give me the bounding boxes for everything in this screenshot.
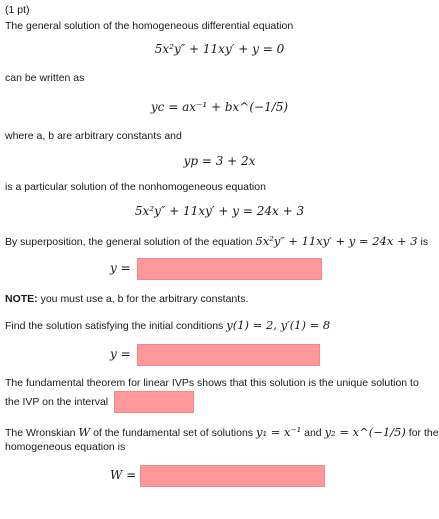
can-be-written-text: can be written as: [5, 72, 85, 84]
y-general-label: y =: [110, 261, 131, 275]
initial-conditions-equation: y(1) = 2, y′(1) = 8: [226, 318, 331, 332]
nonhomogeneous-equation: 5x²y″ + 11xy′ + y = 24x + 3: [134, 204, 305, 218]
initial-conditions-line: [5, 318, 330, 332]
note-line: [5, 293, 248, 305]
wronskian-text-1: The Wronskian: [5, 427, 76, 439]
fundamental-text-1: The fundamental theorem for linear IVPs shows that this solution is the unique solution to: [5, 377, 419, 389]
particular-text: is a particular solution of the nonhomogeneous equation: [5, 181, 266, 193]
superposition-equation: 5x²y″ + 11xy′ + y = 24x + 3: [255, 234, 418, 248]
where-text: where a, b are arbitrary constants and: [5, 130, 182, 142]
wronskian-line: [5, 425, 439, 439]
wronskian-text-3: for the: [408, 427, 439, 439]
wronskian-text-4: homogeneous equation is: [5, 441, 126, 453]
yc-equation: yc = ax⁻¹ + bx^(−1/5): [150, 100, 289, 114]
wronskian-y2: y₂ = x^(−1/5): [324, 425, 406, 439]
superposition-line: [5, 234, 428, 248]
homogeneous-equation: 5x²y″ + 11xy′ + y = 0: [154, 42, 285, 56]
fundamental-text-2: the IVP on the interval: [5, 396, 109, 408]
y-particular-label: y =: [110, 347, 131, 361]
wronskian-input[interactable]: [140, 465, 325, 487]
ivp-solution-input[interactable]: [137, 344, 320, 366]
superposition-is: is: [420, 236, 429, 248]
yp-equation: yp = 3 + 2x: [183, 154, 256, 168]
note-label: NOTE:: [5, 293, 38, 305]
interval-input[interactable]: [114, 391, 194, 413]
points-label: (1 pt): [5, 4, 30, 16]
wronskian-text-2: of the fundamental set of solutions: [93, 427, 254, 439]
wronskian-symbol: W: [78, 425, 91, 439]
wronskian-and: and: [304, 427, 322, 439]
w-label: W =: [110, 468, 137, 482]
wronskian-y1: y₁ = x⁻¹: [255, 425, 302, 439]
general-solution-input[interactable]: [137, 258, 322, 280]
intro-text: The general solution of the homogeneous differential equation: [5, 20, 294, 32]
note-text: you must use a, b for the arbitrary constants.: [40, 293, 249, 305]
initial-conditions-text: Find the solution satisfying the initial conditions: [5, 320, 224, 332]
superposition-text: By superposition, the general solution of the equation: [5, 236, 253, 248]
